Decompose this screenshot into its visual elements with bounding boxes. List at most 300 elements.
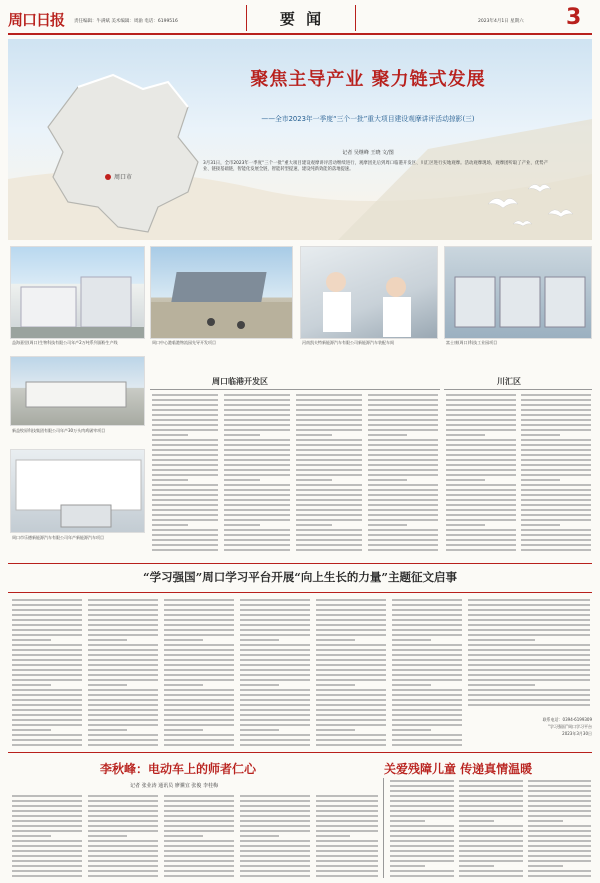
banner-text-6 <box>392 599 462 749</box>
text-line <box>368 509 438 511</box>
text-line <box>316 815 378 817</box>
text-line <box>296 394 362 396</box>
text-line <box>521 529 591 531</box>
text-line <box>12 729 51 731</box>
text-line <box>446 454 516 456</box>
text-line <box>12 694 82 696</box>
text-line <box>296 529 362 531</box>
text-line <box>88 870 158 872</box>
text-line <box>528 845 591 847</box>
text-line <box>316 634 386 636</box>
text-line <box>12 644 82 646</box>
text-line <box>152 394 218 396</box>
text-line <box>316 644 386 646</box>
article-text-linggang-1 <box>152 394 218 554</box>
text-line <box>164 795 234 797</box>
text-line <box>392 609 462 611</box>
story-left-text-2 <box>88 795 158 881</box>
text-line <box>446 534 516 536</box>
text-line <box>468 604 590 606</box>
text-line <box>468 679 590 681</box>
text-line <box>240 800 310 802</box>
text-line <box>521 549 591 551</box>
text-line <box>240 860 310 862</box>
text-line <box>392 724 462 726</box>
text-line <box>240 870 310 872</box>
text-line <box>164 744 234 746</box>
text-line <box>316 840 378 842</box>
text-line <box>224 529 290 531</box>
text-line <box>164 815 234 817</box>
text-line <box>12 810 82 812</box>
text-line <box>88 609 158 611</box>
text-line <box>468 619 590 621</box>
text-line <box>521 504 591 506</box>
zhoukou-map-illustration <box>38 67 218 240</box>
text-line <box>224 474 290 476</box>
text-line <box>459 870 523 872</box>
text-line <box>224 399 290 401</box>
text-line <box>528 795 591 797</box>
text-line <box>390 795 454 797</box>
text-line <box>88 734 158 736</box>
text-line <box>88 674 158 676</box>
text-line <box>164 674 234 676</box>
text-line <box>152 474 218 476</box>
banner-text-1 <box>12 599 82 749</box>
text-line <box>316 835 350 837</box>
text-line <box>224 519 290 521</box>
text-line <box>88 795 158 797</box>
text-line <box>152 399 218 401</box>
text-line <box>316 699 386 701</box>
text-line <box>316 739 386 741</box>
text-line <box>459 805 523 807</box>
text-line <box>240 599 310 601</box>
text-line <box>296 479 332 481</box>
text-line <box>468 669 590 671</box>
text-line <box>459 855 523 857</box>
text-line <box>390 870 454 872</box>
text-line <box>528 865 563 867</box>
text-line <box>459 865 494 867</box>
text-line <box>446 544 516 546</box>
text-line <box>12 599 82 601</box>
text-line <box>240 659 310 661</box>
text-line <box>12 870 82 872</box>
text-line <box>296 474 362 476</box>
text-line <box>88 855 158 857</box>
text-line <box>316 825 378 827</box>
text-line <box>12 639 51 641</box>
text-line <box>296 459 362 461</box>
text-line <box>521 544 591 546</box>
text-line <box>88 724 158 726</box>
map-city-label: 周口市 <box>114 174 133 181</box>
text-line <box>224 464 290 466</box>
text-line <box>368 429 438 431</box>
text-line <box>296 539 362 541</box>
text-line <box>152 479 188 481</box>
text-line <box>528 855 591 857</box>
text-line <box>528 780 591 782</box>
text-line <box>164 669 234 671</box>
text-line <box>528 850 591 852</box>
text-line <box>240 619 310 621</box>
bottom-divider <box>8 752 592 753</box>
feature-lede: 3月31日，全市2023年一季度“三个一批”重大项目建设观摩讲评活动继续进行，观摩团先后到周口临港开发区、川汇区进行实地观摩。活动观摩现场，观摩团听取了产业、优势产业、链接基础链，智能化发展全链，智能转型提速，建设纯新效能的落地提速。 <box>203 161 548 173</box>
text-line <box>528 840 591 842</box>
text-line <box>296 449 362 451</box>
text-line <box>392 659 462 661</box>
text-line <box>392 744 462 746</box>
text-line <box>88 840 158 842</box>
text-line <box>240 744 310 746</box>
text-line <box>368 444 438 446</box>
text-line <box>368 534 438 536</box>
text-line <box>240 639 279 641</box>
text-line <box>88 714 158 716</box>
text-line <box>224 454 290 456</box>
text-line <box>528 785 591 787</box>
text-line <box>12 674 82 676</box>
text-line <box>316 614 386 616</box>
text-line <box>164 860 234 862</box>
text-line <box>224 484 290 486</box>
text-line <box>521 534 591 536</box>
text-line <box>368 479 407 481</box>
text-line <box>12 624 82 626</box>
text-line <box>390 865 425 867</box>
text-line <box>446 504 516 506</box>
text-line <box>12 664 82 666</box>
text-line <box>164 840 234 842</box>
text-line <box>88 644 158 646</box>
photo-port-logistics <box>150 246 293 339</box>
text-line <box>152 444 218 446</box>
text-line <box>88 709 158 711</box>
page-credits: 责任编辑：牛满斌 美术编辑：周渝 电话：6199516 <box>74 19 178 24</box>
text-line <box>224 534 290 536</box>
text-line <box>240 679 310 681</box>
text-line <box>316 649 386 651</box>
text-line <box>164 624 234 626</box>
text-line <box>316 599 386 601</box>
text-line <box>468 649 590 651</box>
text-line <box>316 714 386 716</box>
section-title-frame <box>246 5 356 31</box>
text-line <box>88 865 158 867</box>
text-line <box>528 820 563 822</box>
text-line <box>224 524 260 526</box>
text-line <box>446 514 516 516</box>
text-line <box>468 629 590 631</box>
text-line <box>296 469 362 471</box>
text-line <box>152 509 218 511</box>
text-line <box>240 609 310 611</box>
text-line <box>528 830 591 832</box>
story-left-text-4 <box>240 795 310 881</box>
text-line <box>164 724 234 726</box>
story-left-title: 李秋峰：电动车上的师者仁心 <box>100 762 257 776</box>
section-chuanhui: 川汇区 <box>497 377 521 386</box>
text-line <box>316 729 355 731</box>
text-line <box>88 825 158 827</box>
text-line <box>446 394 516 396</box>
text-line <box>459 830 523 832</box>
text-line <box>164 870 234 872</box>
text-line <box>446 519 516 521</box>
text-line <box>392 704 462 706</box>
text-line <box>224 419 290 421</box>
story-right-text-2 <box>459 780 523 881</box>
text-line <box>316 679 386 681</box>
text-line <box>392 699 462 701</box>
text-line <box>316 689 386 691</box>
text-line <box>12 835 51 837</box>
text-line <box>12 815 82 817</box>
story-right-text-1 <box>390 780 454 881</box>
text-line <box>368 399 438 401</box>
text-line <box>468 664 590 666</box>
text-line <box>296 429 362 431</box>
text-line <box>368 409 438 411</box>
text-line <box>459 825 523 827</box>
text-line <box>164 714 234 716</box>
text-line <box>88 850 158 852</box>
text-line <box>521 454 591 456</box>
text-line <box>12 739 82 741</box>
text-line <box>392 679 462 681</box>
text-line <box>528 825 591 827</box>
text-line <box>521 399 591 401</box>
text-line <box>368 504 438 506</box>
text-line <box>164 654 234 656</box>
text-line <box>316 624 386 626</box>
text-line <box>12 805 82 807</box>
text-line <box>446 409 516 411</box>
text-line <box>164 709 234 711</box>
caption-new-energy-vehicle: 周口市乐德新能源汽车有限公司年产新能源汽车项目 <box>12 535 104 540</box>
text-line <box>521 519 591 521</box>
text-line <box>224 439 290 441</box>
caption-foxconn-park: 富士康(周口)科技工业园项目 <box>446 340 498 345</box>
text-line <box>164 694 234 696</box>
text-line <box>390 790 454 792</box>
text-line <box>164 634 234 636</box>
text-line <box>164 800 234 802</box>
banner-text-3 <box>164 599 234 749</box>
caption-broiler-plant: 新益牧原科技集团有限公司年产30万头肉鸡屠宰项目 <box>12 428 106 433</box>
text-line <box>296 494 362 496</box>
text-line <box>240 684 279 686</box>
text-line <box>296 414 362 416</box>
banner-text-4 <box>240 599 310 749</box>
text-line <box>240 830 310 832</box>
text-line <box>468 644 590 646</box>
text-line <box>296 509 362 511</box>
text-line <box>390 850 454 852</box>
text-line <box>296 489 362 491</box>
text-line <box>521 429 591 431</box>
text-line <box>240 669 310 671</box>
text-line <box>459 780 523 782</box>
text-line <box>164 614 234 616</box>
text-line <box>152 419 218 421</box>
text-line <box>296 439 362 441</box>
text-line <box>88 704 158 706</box>
text-line <box>446 484 516 486</box>
text-line <box>164 689 234 691</box>
text-line <box>88 719 158 721</box>
text-line <box>152 464 218 466</box>
text-line <box>446 429 516 431</box>
text-line <box>240 689 310 691</box>
text-line <box>12 719 82 721</box>
text-line <box>88 629 158 631</box>
banner-bottom-rule <box>8 592 592 593</box>
text-line <box>368 464 438 466</box>
text-line <box>240 795 310 797</box>
text-line <box>446 489 516 491</box>
text-line <box>88 654 158 656</box>
text-line <box>528 805 591 807</box>
article-text-linggang-2 <box>224 394 290 554</box>
text-line <box>459 795 523 797</box>
text-line <box>152 539 218 541</box>
text-line <box>240 820 310 822</box>
newspaper-logo: 周口日报 <box>8 11 65 29</box>
text-line <box>152 529 218 531</box>
text-line <box>390 830 454 832</box>
text-line <box>152 414 218 416</box>
text-line <box>240 629 310 631</box>
text-line <box>316 639 355 641</box>
text-line <box>240 805 310 807</box>
text-line <box>240 624 310 626</box>
article-text-linggang-4 <box>368 394 438 554</box>
story-left-byline: 记者 张业涛 通讯员 廖骥宜 张俊 李桂梅 <box>130 783 218 789</box>
text-line <box>468 674 590 676</box>
text-line <box>240 865 310 867</box>
text-line <box>392 674 462 676</box>
text-line <box>12 820 82 822</box>
text-line <box>152 469 218 471</box>
text-line <box>296 504 362 506</box>
text-line <box>521 404 591 406</box>
text-line <box>152 489 218 491</box>
text-line <box>468 694 590 696</box>
caption-port-logistics: 周口中心港临港物流园先导开发项目 <box>152 340 216 345</box>
text-line <box>240 674 310 676</box>
text-line <box>88 815 158 817</box>
text-line <box>392 624 462 626</box>
text-line <box>296 534 362 536</box>
text-line <box>521 514 591 516</box>
text-line <box>521 479 560 481</box>
text-line <box>390 805 454 807</box>
text-line <box>521 459 591 461</box>
banner-editorial: “学习强国”周口学习平台 <box>547 724 592 729</box>
text-line <box>12 840 82 842</box>
text-line <box>528 790 591 792</box>
text-line <box>12 679 82 681</box>
text-line <box>316 694 386 696</box>
text-line <box>446 449 516 451</box>
text-line <box>446 459 516 461</box>
text-line <box>316 850 378 852</box>
text-line <box>224 459 290 461</box>
text-line <box>88 649 158 651</box>
text-line <box>468 689 590 691</box>
text-line <box>164 855 234 857</box>
issue-date: 2023年4月1日 星期六 <box>478 19 524 24</box>
text-line <box>152 524 188 526</box>
bottom-column-rule <box>383 778 384 878</box>
text-line <box>296 444 362 446</box>
text-line <box>468 634 590 636</box>
text-line <box>12 619 82 621</box>
text-line <box>446 414 516 416</box>
caption-ev-assembly: 河南凯夫特新能源汽车有限公司新能源汽车装配车间 <box>302 340 394 345</box>
text-line <box>12 825 82 827</box>
text-line <box>468 704 590 706</box>
text-line <box>459 840 523 842</box>
text-line <box>521 414 591 416</box>
text-line <box>152 494 218 496</box>
banner-title: “学习强国”周口学习平台开展“向上生长的力量”主题征文启事 <box>143 570 457 584</box>
text-line <box>296 404 362 406</box>
text-line <box>12 709 82 711</box>
text-line <box>164 875 234 877</box>
text-line <box>240 739 310 741</box>
text-line <box>459 810 523 812</box>
text-line <box>240 855 310 857</box>
text-line <box>316 609 386 611</box>
text-line <box>446 439 516 441</box>
text-line <box>521 484 591 486</box>
text-line <box>446 434 485 436</box>
text-line <box>240 845 310 847</box>
text-line <box>446 399 516 401</box>
text-line <box>224 444 290 446</box>
text-line <box>12 850 82 852</box>
text-line <box>88 875 158 877</box>
text-line <box>240 825 310 827</box>
text-line <box>12 734 82 736</box>
feature-subtitle: ——全市2023年一季度“三个一批”重大项目建设观摩讲评活动掠影(三) <box>261 115 475 123</box>
text-line <box>392 644 462 646</box>
text-line <box>390 825 454 827</box>
text-line <box>152 549 218 551</box>
text-line <box>296 409 362 411</box>
photo-broiler-plant <box>10 356 145 426</box>
text-line <box>528 860 591 862</box>
text-line <box>316 709 386 711</box>
text-line <box>88 694 158 696</box>
banner-text-7 <box>468 599 590 711</box>
text-line <box>12 830 82 832</box>
text-line <box>152 429 218 431</box>
text-line <box>12 649 82 651</box>
text-line <box>88 679 158 681</box>
text-line <box>164 619 234 621</box>
text-line <box>224 489 290 491</box>
text-line <box>368 404 438 406</box>
text-line <box>296 399 362 401</box>
text-line <box>88 599 158 601</box>
banner-contact: 联系电话：0394-6199309 <box>542 717 592 722</box>
